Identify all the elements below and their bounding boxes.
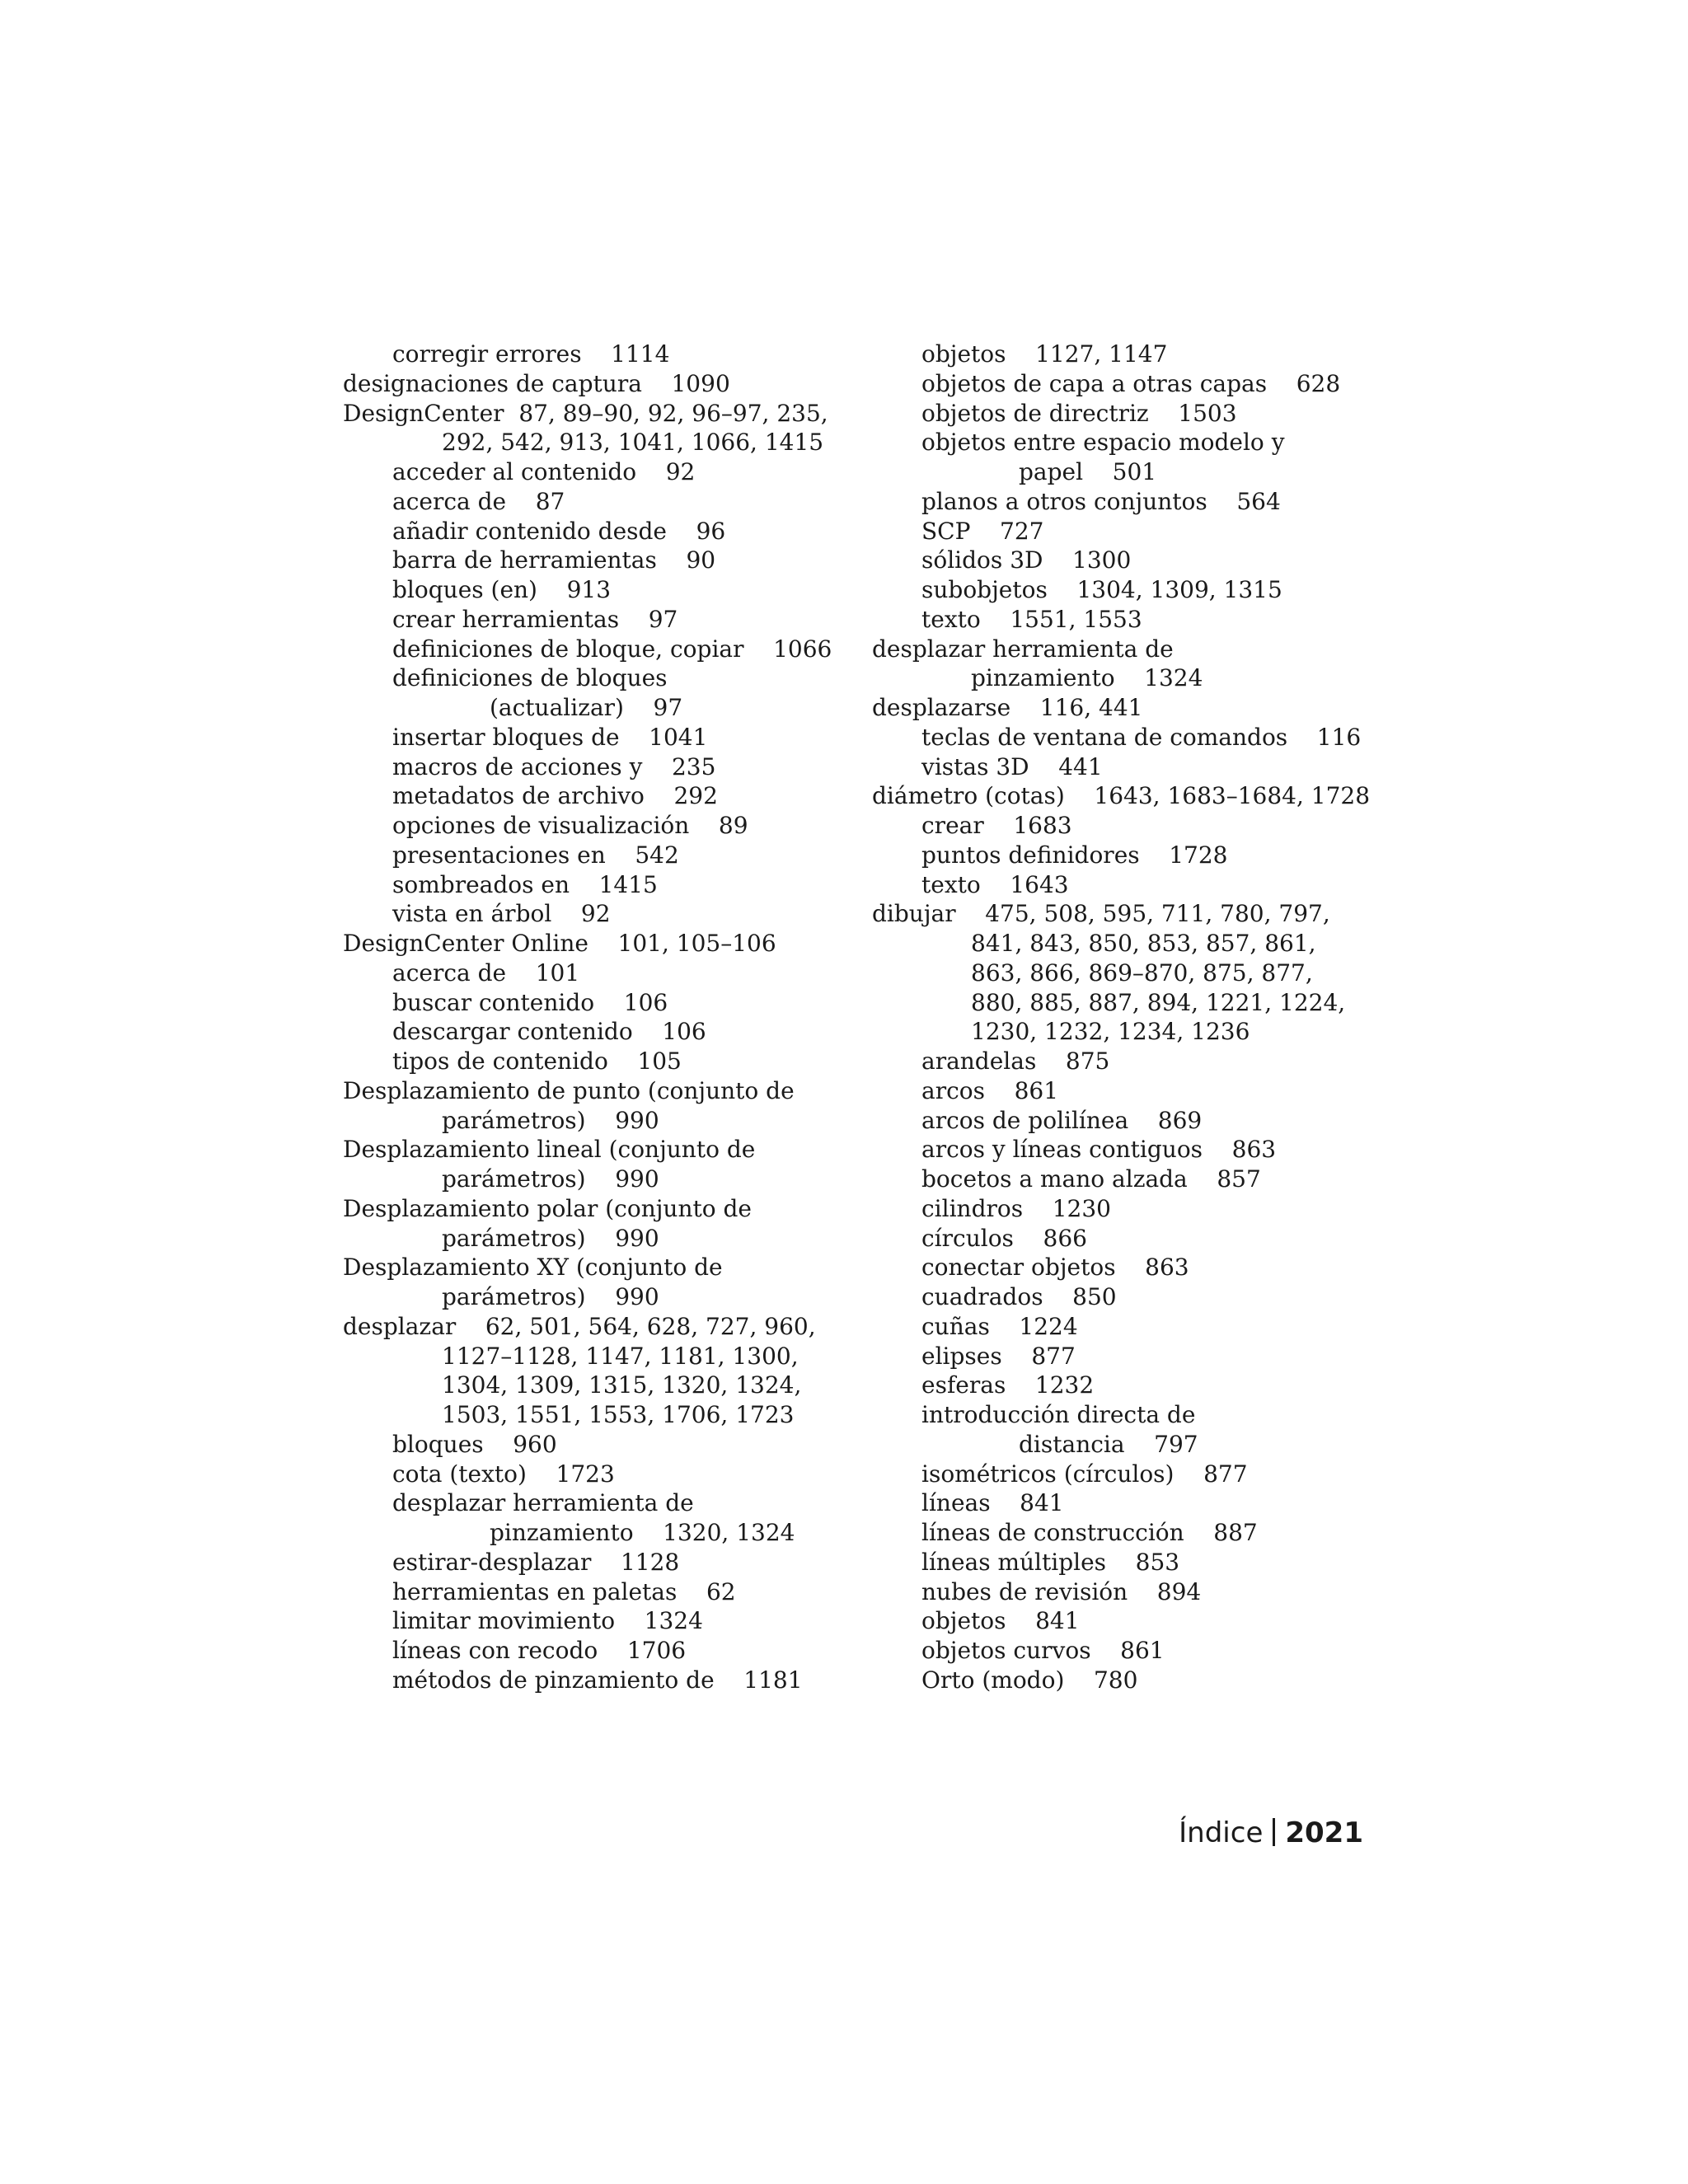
index-subentry: nubes de revisión 894: [921, 1577, 1202, 1605]
index-subentry: 841, 843, 850, 853, 857, 861,: [971, 930, 1316, 957]
index-subentry: insertar bloques de 1041: [392, 723, 708, 751]
index-subentry: sombreados en 1415: [392, 870, 658, 898]
index-entry: DesignCenter 87, 89–90, 92, 96–97, 235,: [343, 399, 828, 427]
index-subentry: acerca de 101: [392, 958, 580, 987]
index-subentry: arcos de polilínea 869: [921, 1106, 1203, 1134]
index-subentry: parámetros) 990: [442, 1106, 659, 1134]
index-subentry: objetos 841: [921, 1607, 1080, 1635]
index-subentry: parámetros) 990: [442, 1283, 659, 1310]
index-subentry: elipses 877: [921, 1342, 1076, 1370]
index-subentry: puntos definidores 1728: [921, 841, 1228, 869]
index-subentry: definiciones de bloques: [392, 664, 668, 692]
index-subentry: arandelas 875: [921, 1047, 1110, 1075]
index-entry: DesignCenter Online 101, 105–106: [343, 930, 776, 957]
index-subentry: objetos entre espacio modelo y: [921, 429, 1285, 457]
index-subentry: descargar contenido 106: [392, 1018, 706, 1046]
index-subentry: conectar objetos 863: [921, 1254, 1189, 1282]
index-subentry: vistas 3D 441: [921, 752, 1103, 780]
index-subentry: objetos de capa a otras capas 628: [921, 369, 1341, 397]
index-subentry: metadatos de archivo 292: [392, 782, 718, 810]
index-subentry: parámetros) 990: [442, 1224, 659, 1252]
index-subentry: objetos 1127, 1147: [921, 340, 1168, 368]
index-subentry: objetos de directriz 1503: [921, 399, 1237, 427]
index-subentry: 880, 885, 887, 894, 1221, 1224,: [971, 988, 1346, 1016]
index-entry: desplazar herramienta de: [872, 635, 1174, 663]
index-subentry: bloques (en) 913: [392, 576, 612, 603]
index-subentry: cuñas 1224: [921, 1312, 1078, 1340]
index-entry: diámetro (cotas) 1643, 1683–1684, 1728: [872, 782, 1371, 810]
index-subentry: (actualizar) 97: [490, 694, 683, 721]
index-subentry: herramientas en paletas 62: [392, 1577, 736, 1605]
index-subentry: vista en árbol 92: [392, 900, 611, 928]
index-entry: Desplazamiento polar (conjunto de: [343, 1194, 752, 1222]
index-subentry: estirar-desplazar 1128: [392, 1548, 680, 1576]
index-subentry: papel 501: [1019, 458, 1157, 485]
index-subentry: bloques 960: [392, 1430, 557, 1458]
index-entry: Desplazamiento de punto (conjunto de: [343, 1076, 795, 1104]
index-entry: Desplazamiento XY (conjunto de: [343, 1254, 723, 1282]
index-subentry: opciones de visualización 89: [392, 812, 748, 839]
index-subentry: Orto (modo) 780: [921, 1666, 1138, 1694]
index-subentry: líneas de construcción 887: [921, 1519, 1258, 1546]
index-subentry: definiciones de bloque, copiar 1066: [392, 635, 832, 663]
index-subentry: arcos 861: [921, 1076, 1059, 1104]
index-subentry: cilindros 1230: [921, 1194, 1111, 1222]
index-subentry: 1503, 1551, 1553, 1706, 1723: [442, 1401, 795, 1428]
index-subentry: acerca de 87: [392, 487, 565, 515]
index-subentry: parámetros) 990: [442, 1165, 659, 1193]
index-subentry: objetos curvos 861: [921, 1637, 1165, 1664]
index-subentry: 863, 866, 869–870, 875, 877,: [971, 958, 1313, 987]
index-subentry: macros de acciones y 235: [392, 752, 716, 780]
index-entry: dibujar 475, 508, 595, 711, 780, 797,: [872, 900, 1330, 928]
index-subentry: pinzamiento 1324: [971, 664, 1203, 692]
index-subentry: arcos y líneas contiguos 863: [921, 1136, 1277, 1164]
index-subentry: isométricos (círculos) 877: [921, 1460, 1248, 1488]
index-entry: designaciones de captura 1090: [343, 369, 730, 397]
footer-separator: [1273, 1818, 1275, 1846]
index-subentry: presentaciones en 542: [392, 841, 679, 869]
index-subentry: crear 1683: [921, 812, 1072, 839]
index-subentry: teclas de ventana de comandos 116: [921, 723, 1362, 751]
index-subentry: 1304, 1309, 1315, 1320, 1324,: [442, 1371, 802, 1399]
index-subentry: crear herramientas 97: [392, 605, 678, 633]
index-subentry: distancia 797: [1019, 1430, 1198, 1458]
index-subentry: desplazar herramienta de: [392, 1489, 694, 1517]
index-subentry: sólidos 3D 1300: [921, 546, 1132, 574]
index-entry: desplazarse 116, 441: [872, 694, 1143, 721]
page-footer: [1179, 1815, 1363, 1851]
index-subentry: planos a otros conjuntos 564: [921, 487, 1281, 515]
index-subentry: barra de herramientas 90: [392, 546, 716, 574]
index-subentry: pinzamiento 1320, 1324: [490, 1519, 795, 1546]
index-subentry: SCP 727: [921, 517, 1044, 545]
index-entry: Desplazamiento lineal (conjunto de: [343, 1136, 756, 1164]
index-subentry: esferas 1232: [921, 1371, 1095, 1399]
index-subentry: tipos de contenido 105: [392, 1047, 682, 1075]
index-subentry: círculos 866: [921, 1224, 1087, 1252]
index-subentry: 1230, 1232, 1234, 1236: [971, 1018, 1250, 1046]
index-subentry: subobjetos 1304, 1309, 1315: [921, 576, 1282, 603]
index-subentry: limitar movimiento 1324: [392, 1607, 703, 1635]
index-subentry: 1127–1128, 1147, 1181, 1300,: [442, 1342, 799, 1370]
index-subentry: buscar contenido 106: [392, 988, 668, 1016]
footer-label: Índice: [1179, 1816, 1264, 1849]
page-number: 2021: [1285, 1816, 1363, 1849]
index-entry: desplazar 62, 501, 564, 628, 727, 960,: [343, 1312, 816, 1340]
index-subentry: cota (texto) 1723: [392, 1460, 615, 1488]
index-subentry: métodos de pinzamiento de 1181: [392, 1666, 803, 1694]
index-subentry: corregir errores 1114: [392, 340, 670, 368]
index-subentry: texto 1551, 1553: [921, 605, 1142, 633]
index-subentry: líneas 841: [921, 1489, 1064, 1517]
index-subentry: bocetos a mano alzada 857: [921, 1165, 1261, 1193]
index-subentry: cuadrados 850: [921, 1283, 1117, 1310]
index-subentry: acceder al contenido 92: [392, 458, 696, 485]
index-subentry: líneas con recodo 1706: [392, 1637, 687, 1664]
index-subentry: texto 1643: [921, 870, 1069, 898]
index-subentry: 292, 542, 913, 1041, 1066, 1415: [442, 429, 824, 457]
index-subentry: añadir contenido desde 96: [392, 517, 726, 545]
index-subentry: introducción directa de: [921, 1401, 1196, 1428]
index-subentry: líneas múltiples 853: [921, 1548, 1180, 1576]
